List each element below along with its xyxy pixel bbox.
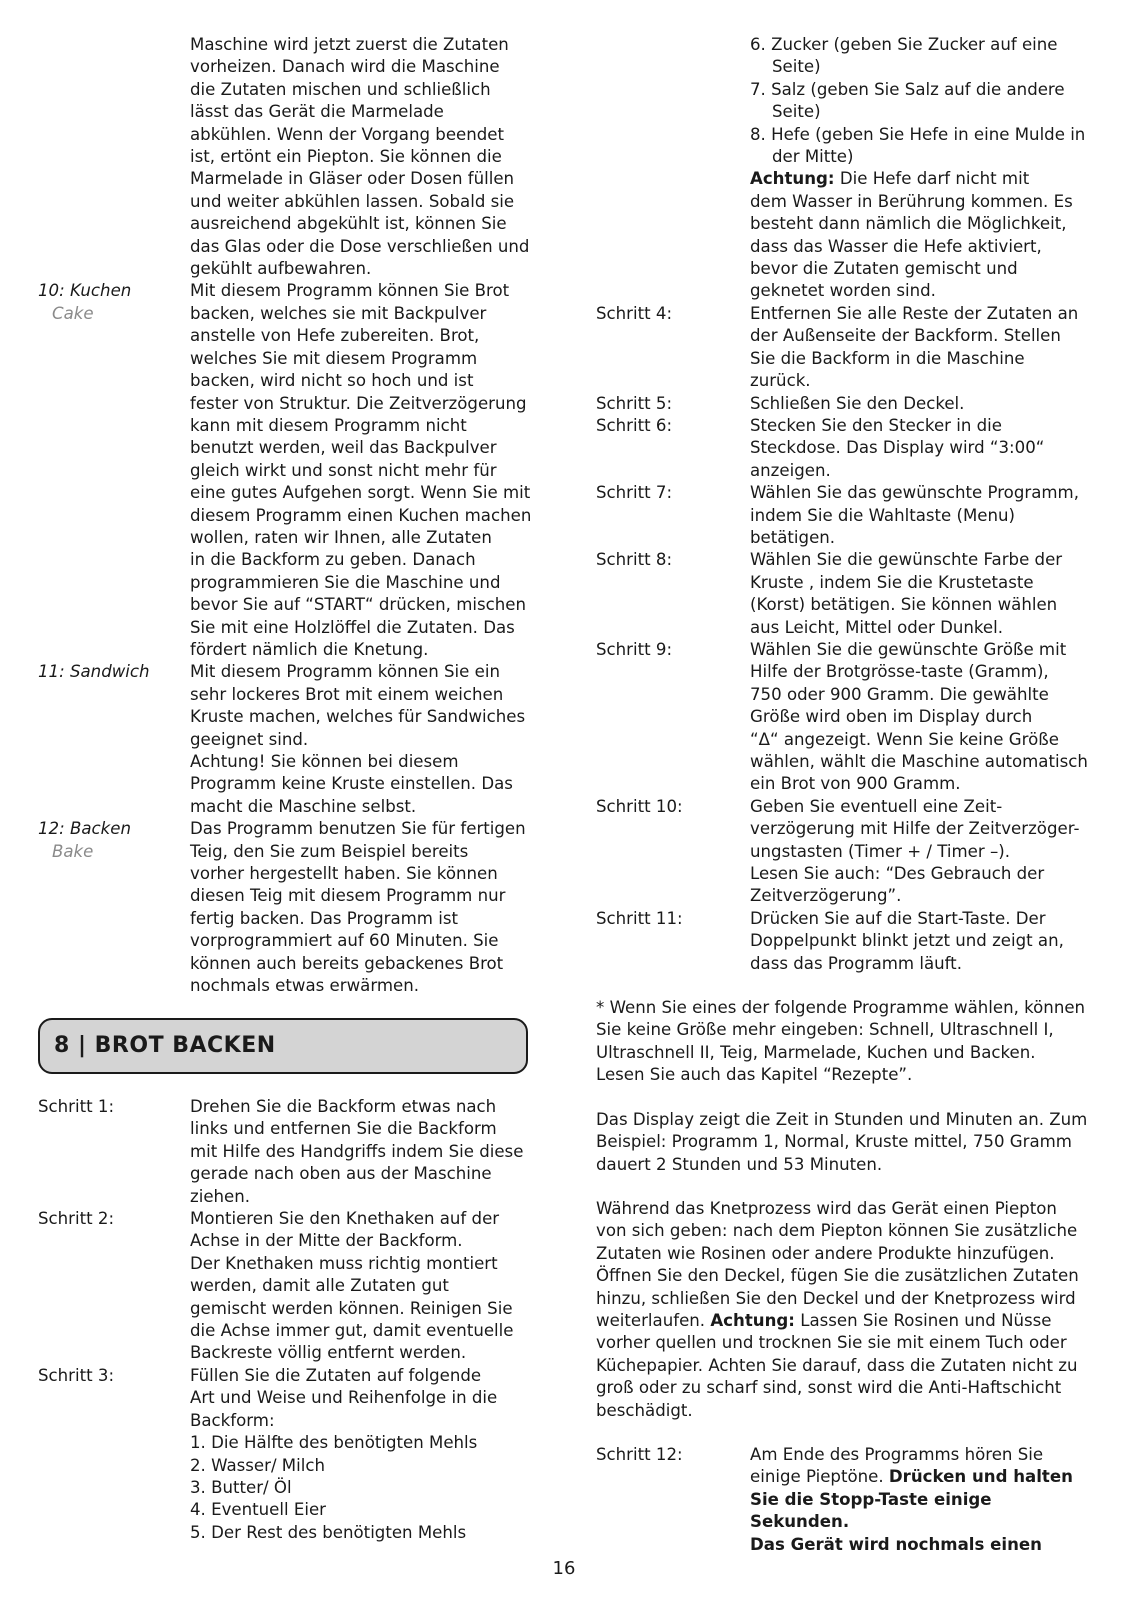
bold-line: Das Gerät wird nochmals einen	[750, 1534, 1042, 1554]
text-line: Mit diesem Programm können Sie ein	[190, 662, 500, 682]
text-line: und weiter abkühlen lassen. Sobald sie	[190, 191, 515, 211]
text-line: fester von Struktur. Die Zeitverzögerung	[190, 393, 527, 413]
step-body	[750, 796, 1096, 908]
step-label: Schritt 12:	[596, 1444, 683, 1464]
text-line: abkühlen. Wenn der Vorgang beendet	[190, 124, 504, 144]
program-english-name: Cake	[52, 303, 94, 323]
step-body	[750, 393, 1096, 415]
text-line: Geben Sie eventuell eine Zeit-	[750, 796, 1003, 816]
text-line: links und entfernen Sie die Backform	[190, 1119, 497, 1139]
text-line: Maschine wird jetzt zuerst die Zutaten	[190, 35, 509, 54]
size-note	[596, 997, 1096, 1087]
text-line: Füllen Sie die Zutaten auf folgende	[190, 1365, 482, 1385]
text-line: von sich geben: nach dem Piepton können Sie zusätzliche	[596, 1221, 1078, 1241]
text-line: Zeitverzögerung”.	[750, 886, 902, 906]
step-7	[596, 482, 1096, 549]
list-item: 1. Die Hälfte des benötigten Mehls	[190, 1433, 478, 1453]
program-1	[38, 280, 538, 661]
step-label: Schritt 2:	[38, 1209, 115, 1229]
program-label	[38, 280, 190, 661]
text-line: Zutaten wie Rosinen oder andere Produkte hinzufügen.	[596, 1243, 1055, 1263]
list-item: 2. Wasser/ Milch	[190, 1455, 325, 1475]
display-note	[596, 1109, 1096, 1176]
right-column	[596, 34, 1096, 1556]
list-item: 7. Salz (geben Sie Salz auf die andere Seite)	[750, 79, 1065, 122]
text-line: ein Brot von 900 Gramm.	[750, 774, 961, 794]
ingredient-list	[750, 34, 1096, 168]
text-line: Steckdose. Das Display wird “3:00“	[750, 438, 1045, 458]
text-line: lässt das Gerät die Marmelade	[190, 102, 444, 122]
text-line: die Zutaten mischen und schließlich	[190, 79, 491, 99]
list-item: 3. Butter/ Öl	[190, 1477, 292, 1497]
text-line: Wählen Sie die gewünschte Farbe der	[750, 550, 1063, 570]
text-line: ausreichend abgekühlt ist, können Sie	[190, 214, 507, 234]
text-line: Drücken Sie auf die Start-Taste. Der	[750, 908, 1046, 928]
text-line: 750 oder 900 Gramm. Die gewählte	[750, 684, 1049, 704]
text-line: Kruste , indem Sie die Krustetaste	[750, 572, 1034, 592]
text-line: fördert nämlich die Knetung.	[190, 639, 429, 659]
text-line: fertig backen. Das Programm ist	[190, 908, 458, 928]
step-label: Schritt 4:	[596, 303, 673, 323]
text-line: beschädigt.	[596, 1400, 693, 1420]
text-line: vorheizen. Danach wird die Maschine	[190, 57, 500, 77]
text-line: Sie die Backform in die Maschine	[750, 348, 1025, 368]
text-line: ziehen.	[190, 1186, 251, 1206]
step-11	[596, 908, 1096, 975]
step-body	[750, 639, 1096, 796]
program-name: 11: Sandwich	[38, 662, 150, 682]
text-line: Während das Knetprozess wird das Gerät einen Piepton	[596, 1198, 1057, 1218]
text-line: Doppelpunkt blinkt jetzt und zeigt an,	[750, 931, 1064, 951]
text-line: bevor die Zutaten gemischt und	[750, 259, 1018, 279]
text-line: Entfernen Sie alle Reste der Zutaten an	[750, 303, 1079, 323]
step-8	[596, 549, 1096, 639]
text-line: gleich wirkt und sonst nicht mehr für	[190, 460, 497, 480]
step-2	[38, 1208, 538, 1365]
step-body	[190, 1096, 538, 1208]
text-line: kann mit diesem Programm nicht	[190, 415, 467, 435]
text-line: Achse in der Mitte der Backform.	[190, 1231, 463, 1251]
program-label	[38, 661, 190, 818]
text-line: zurück.	[750, 371, 811, 391]
step-label: Schritt 3:	[38, 1365, 115, 1385]
text-line: Marmelade in Gläser oder Dosen füllen	[190, 169, 515, 189]
step-label: Schritt 10:	[596, 796, 683, 816]
step-body	[750, 34, 1096, 303]
text-line: Der Knethaken muss richtig montiert	[190, 1253, 498, 1273]
text-line: sehr lockeres Brot mit einem weichen	[190, 684, 504, 704]
text-line: benutzt werden, weil das Backpulver	[190, 438, 497, 458]
step-12	[596, 1444, 1096, 1556]
warning-label: Achtung:	[750, 169, 835, 189]
step-1	[38, 1096, 538, 1208]
text-line: betätigen.	[750, 527, 836, 547]
text-line: gerade nach oben aus der Maschine	[190, 1164, 492, 1184]
step-6	[596, 415, 1096, 482]
bold-line: Sie die Stopp-Taste einige Sekunden.	[750, 1489, 992, 1532]
text-line: Wählen Sie die gewünschte Größe mit	[750, 639, 1067, 659]
text-line: Programm keine Kruste einstellen. Das	[190, 774, 513, 794]
text-line: Das Display zeigt die Zeit in Stunden und Minuten an. Zum	[596, 1109, 1088, 1129]
step-body: Am Ende des Programms hören Sie einige Pieptöne. Drücken und halten Sie die Stopp-Taste einige Sekunden. Das Gerät wird nochmals einen	[750, 1444, 1096, 1556]
text-line: Öffnen Sie den Deckel, fügen Sie die zusätzlichen Zutaten	[596, 1266, 1079, 1286]
step-label: Schritt 5:	[596, 393, 673, 413]
text-line: Lesen Sie auch: “Des Gebrauch der	[750, 864, 1045, 884]
text-line: werden, damit alle Zutaten gut	[190, 1276, 449, 1296]
text-line: Beispiel: Programm 1, Normal, Kruste mittel, 750 Gramm	[596, 1132, 1072, 1152]
text-line: das Glas oder die Dose verschließen und	[190, 236, 530, 256]
program-list	[38, 34, 538, 997]
yeast-warning	[750, 191, 1096, 303]
text-line: Montieren Sie den Knethaken auf der	[190, 1209, 500, 1229]
text-line: backen, welches sie mit Backpulver	[190, 303, 487, 323]
step-10	[596, 796, 1096, 908]
step-label: Schritt 6:	[596, 415, 673, 435]
text-line: Kruste machen, welches für Sandwiches	[190, 707, 526, 727]
yeast-warning-first: Achtung: Die Hefe darf nicht mit	[750, 169, 1030, 189]
list-item: 5. Der Rest des benötigten Mehls	[190, 1522, 467, 1542]
text-line: Das Programm benutzen Sie für fertigen	[190, 819, 526, 839]
text-line: eine gutes Aufgehen sorgt. Wenn Sie mit	[190, 483, 531, 503]
text-line: diesen Teig mit diesem Programm nur	[190, 886, 506, 906]
program-label	[38, 34, 190, 280]
knead-warning-line: weiterlaufen. Achtung: Lassen Sie Rosinen und Nüsse	[596, 1310, 1052, 1330]
step-label: Schritt 1:	[38, 1097, 115, 1116]
step-body	[750, 908, 1096, 975]
text-line: ungstasten (Timer + / Timer –).	[750, 841, 1011, 861]
section-heading: 8 | BROT BACKEN	[38, 1018, 528, 1074]
step-label: Schritt 7:	[596, 483, 673, 503]
text-line: Art und Weise und Reihenfolge in die	[190, 1388, 498, 1408]
text-line: Achtung! Sie können bei diesem	[190, 752, 459, 771]
text-line: vorprogrammiert auf 60 Minuten. Sie	[190, 931, 499, 951]
text-line: nochmals etwas erwärmen.	[190, 976, 420, 996]
program-3	[38, 818, 538, 997]
step-3	[38, 1365, 538, 1544]
text-line: Wählen Sie das gewünschte Programm,	[750, 483, 1079, 503]
step-label	[596, 34, 750, 303]
text-line: Drehen Sie die Backform etwas nach	[190, 1097, 497, 1116]
text-line: Hilfe der Brotgrösse-taste (Gramm),	[750, 662, 1049, 682]
program-2	[38, 661, 538, 818]
text-line: dauert 2 Stunden und 53 Minuten.	[596, 1154, 883, 1174]
step-3-continued	[596, 34, 1096, 303]
step-9	[596, 639, 1096, 796]
text-line: wollen, raten wir Ihnen, alle Zutaten	[190, 527, 492, 547]
step-body	[750, 415, 1096, 482]
list-item: 6. Zucker (geben Sie Zucker auf eine Seite)	[750, 35, 1058, 77]
text-line: (Korst) betätigen. Sie können wählen	[750, 595, 1058, 615]
step-body	[750, 482, 1096, 549]
steps-left	[38, 1096, 538, 1544]
text-line: groß oder zu scharf sind, sonst wird die Anti-Haftschicht	[596, 1378, 1062, 1398]
step-4	[596, 303, 1096, 393]
text-line: Backform:	[190, 1410, 275, 1430]
step-body	[750, 303, 1096, 393]
text-line: Am Ende des Programms hören Sie	[750, 1444, 1044, 1464]
step-body	[190, 1208, 538, 1365]
left-column	[38, 34, 538, 997]
text-line: Backreste völlig entfernt werden.	[190, 1343, 467, 1363]
text-line: Küchepapier. Achten Sie darauf, dass die Zutaten nicht zu	[596, 1355, 1078, 1375]
text-line: backen, wird nicht so hoch und ist	[190, 371, 474, 391]
text-line: programmieren Sie die Maschine und	[190, 572, 501, 592]
text-line: geeignet sind.	[190, 729, 309, 749]
text-line: die Achse immer gut, damit eventuelle	[190, 1321, 514, 1341]
text-line: dem Wasser in Berührung kommen. Es	[750, 191, 1073, 211]
text-line: anstelle von Hefe zubereiten. Brot,	[190, 326, 480, 346]
text-line: Größe wird oben im Display durch	[750, 707, 1033, 727]
program-english-name: Bake	[52, 841, 94, 861]
text-line: Stecken Sie den Stecker in die	[750, 415, 1003, 435]
text-line: anzeigen.	[750, 460, 831, 480]
text-line: dass das Wasser die Hefe aktiviert,	[750, 236, 1042, 256]
program-description	[190, 280, 538, 661]
program-name: 10: Kuchen	[38, 281, 132, 301]
step-label: Schritt 8:	[596, 550, 673, 570]
text-line: “Δ“ angezeigt. Wenn Sie keine Größe	[750, 729, 1059, 749]
text-line: vorher hergestellt haben. Sie können	[190, 864, 498, 884]
text-line: Schließen Sie den Deckel.	[750, 393, 965, 413]
text-line: macht die Maschine selbst.	[190, 796, 417, 816]
knead-note	[596, 1198, 1096, 1422]
step-label: Schritt 9:	[596, 639, 673, 659]
warning-label: Achtung:	[710, 1310, 795, 1330]
text-line: in die Backform zu geben. Danach	[190, 550, 476, 570]
text-line: können auch bereits gebackenes Brot	[190, 953, 504, 973]
step-body	[190, 1365, 538, 1544]
program-name: 12: Backen	[38, 819, 131, 839]
text-line: hinzu, schließen Sie den Deckel und der Knetprozess wird	[596, 1288, 1076, 1308]
program-0	[38, 34, 538, 280]
steps-right	[596, 303, 1096, 975]
text-line: mit Hilfe des Handgriffs indem Sie diese	[190, 1141, 524, 1161]
text-line: Lesen Sie auch das Kapitel “Rezepte”.	[596, 1065, 913, 1085]
text-line: indem Sie die Wahltaste (Menu)	[750, 505, 1016, 525]
program-description	[190, 661, 538, 818]
program-label	[38, 818, 190, 997]
step-body	[750, 549, 1096, 639]
text-line: bevor Sie auf “START“ drücken, mischen	[190, 595, 526, 615]
text-line: * Wenn Sie eines der folgende Programme wählen, können	[596, 998, 1086, 1018]
text-line: der Außenseite der Backform. Stellen	[750, 326, 1061, 346]
text-line: Ultraschnell II, Teig, Marmelade, Kuchen und Backen.	[596, 1042, 1036, 1062]
program-description	[190, 34, 538, 280]
text-line: verzögerung mit Hilfe der Zeitverzöger-	[750, 819, 1080, 839]
list-item: 4. Eventuell Eier	[190, 1500, 326, 1520]
text-line: vorher quellen und trocknen Sie sie mit einem Tuch oder	[596, 1333, 1067, 1353]
text-line: wählen, wählt die Maschine automatisch	[750, 752, 1088, 771]
text-line: gekühlt aufbewahren.	[190, 259, 372, 279]
text-line: besteht dann nämlich die Möglichkeit,	[750, 214, 1067, 234]
text-line: Teig, den Sie zum Beispiel bereits	[190, 841, 469, 861]
text-line: gemischt werden können. Reinigen Sie	[190, 1298, 513, 1318]
page-number: 16	[552, 1558, 576, 1579]
text-line: geknetet worden sind.	[750, 281, 936, 301]
step-5	[596, 393, 1096, 415]
text-line: aus Leicht, Mittel oder Dunkel.	[750, 617, 1004, 637]
text-line: Sie mit eine Holzlöffel die Zutaten. Das	[190, 617, 515, 637]
list-item: 8. Hefe (geben Sie Hefe in eine Mulde in der Mitte)	[750, 124, 1086, 167]
text-line: welches Sie mit diesem Programm	[190, 348, 478, 368]
text-line: Mit diesem Programm können Sie Brot	[190, 281, 510, 301]
step-label: Schritt 11:	[596, 908, 683, 928]
text-line: Sie keine Größe mehr eingeben: Schnell, Ultraschnell I,	[596, 1020, 1054, 1040]
program-description	[190, 818, 538, 997]
text-line: dass das Programm läuft.	[750, 953, 962, 973]
text-line: diesem Programm einen Kuchen machen	[190, 505, 532, 525]
text-line: ist, ertönt ein Piepton. Sie können die	[190, 147, 502, 167]
